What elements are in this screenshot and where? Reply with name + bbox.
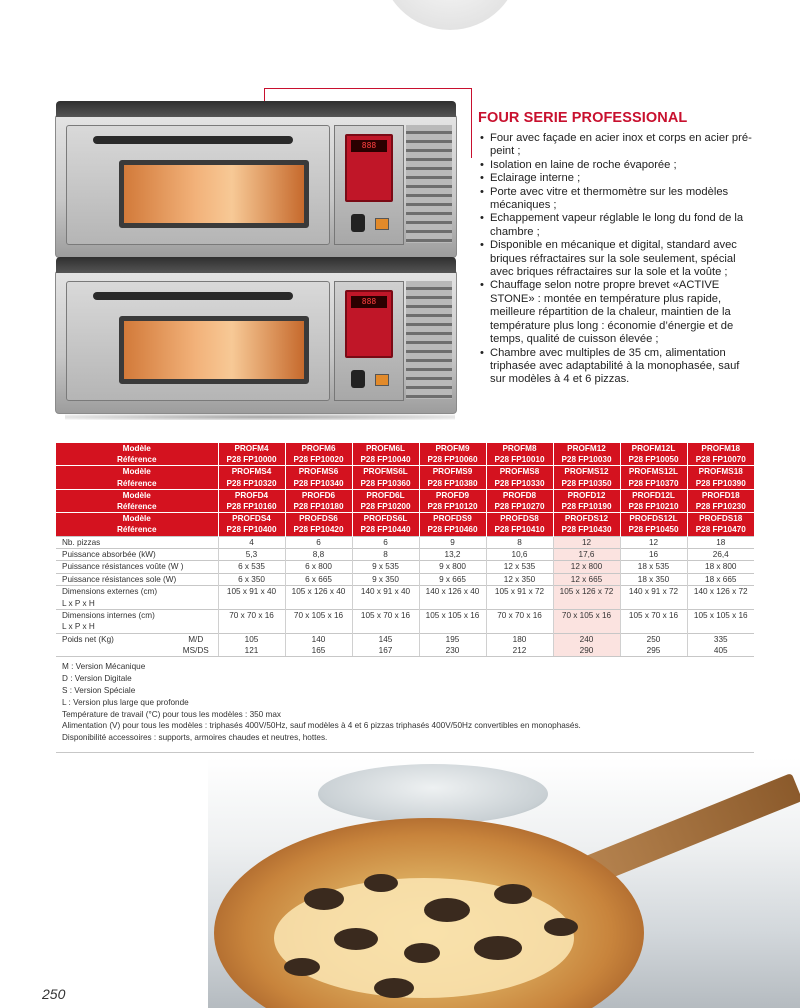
door-handle — [93, 136, 293, 144]
model-cell: P28 FP10030 — [553, 454, 620, 466]
upper-oven — [55, 114, 457, 258]
model-cell: P28 FP10060 — [419, 454, 486, 466]
spec-row — [56, 536, 754, 548]
row-label — [56, 645, 174, 656]
spec-cell — [553, 621, 620, 633]
spec-header-row — [56, 513, 754, 525]
spec-row — [56, 597, 754, 609]
spec-row — [56, 586, 754, 598]
note-line: Température de travail (°C) pour tous les modèles : 350 max — [62, 709, 281, 719]
row-label: Référence — [56, 478, 218, 490]
model-cell: PROFDS18 — [687, 513, 754, 525]
spec-cell: 4 — [218, 536, 285, 548]
model-cell: P28 FP10410 — [486, 524, 553, 536]
control-panel — [334, 125, 404, 245]
note-line: S : Version Spéciale — [62, 686, 136, 695]
model-cell: P28 FP10440 — [352, 524, 419, 536]
spec-cell: 12 x 800 — [553, 561, 620, 573]
power-switch — [351, 370, 365, 388]
oven-photo — [55, 100, 467, 410]
row-label: Modèle — [56, 489, 218, 501]
note-line: M : Version Mécanique — [62, 662, 146, 672]
spec-cell: 405 — [687, 645, 754, 656]
model-cell: P28 FP10330 — [486, 478, 553, 490]
spec-cell: 18 x 350 — [620, 573, 687, 585]
page-number: 250 — [0, 980, 70, 1008]
model-cell: PROFD9 — [419, 489, 486, 501]
model-cell: P28 FP10180 — [285, 501, 352, 513]
model-cell: PROFMS9 — [419, 466, 486, 478]
spec-row — [56, 561, 754, 573]
model-cell: P28 FP10430 — [553, 524, 620, 536]
model-cell: P28 FP10450 — [620, 524, 687, 536]
model-cell: PROFM4 — [218, 443, 285, 454]
spec-cell: 105 x 70 x 16 — [352, 609, 419, 621]
model-cell: PROFMS12L — [620, 466, 687, 478]
spec-cell — [553, 597, 620, 609]
model-cell: PROFM18 — [687, 443, 754, 454]
spec-cell: 26,4 — [687, 548, 754, 560]
row-label: Dimensions internes (cm) — [56, 609, 218, 621]
model-cell: P28 FP10470 — [687, 524, 754, 536]
product-description — [478, 110, 758, 387]
spec-cell: 17,6 — [553, 548, 620, 560]
model-cell: PROFM12 — [553, 443, 620, 454]
model-cell: P28 FP10200 — [352, 501, 419, 513]
model-cell: P28 FP10120 — [419, 501, 486, 513]
feature-item: • Chambre avec multiples de 35 cm, alimentation triphasée avec adaptabilité à la monophasée, sauf sur modèles à 4 et 6 pizzas. — [478, 347, 758, 387]
indicator-lamp — [375, 218, 389, 230]
model-cell: PROFM9 — [419, 443, 486, 454]
spec-cell: 70 x 70 x 16 — [218, 609, 285, 621]
spec-cell: 12 x 665 — [553, 573, 620, 585]
model-cell: PROFDS12 — [553, 513, 620, 525]
spec-cell: 6 x 535 — [218, 561, 285, 573]
spec-cell — [486, 621, 553, 633]
feature-item: • Disponible en mécanique et digital, standard avec briques réfractaires sur la sole seulement, spécial avec briques réfractaires sur la sole et la voûte ; — [478, 239, 758, 279]
spec-cell: 12 — [553, 536, 620, 548]
model-cell: P28 FP10460 — [419, 524, 486, 536]
note-line: L : Version plus large que profonde — [62, 697, 189, 707]
spec-cell: 9 — [419, 536, 486, 548]
model-cell: PROFDS12L — [620, 513, 687, 525]
model-cell: P28 FP10350 — [553, 478, 620, 490]
spec-cell — [352, 597, 419, 609]
feature-item: • Eclairage interne ; — [478, 172, 758, 185]
spec-cell: 9 x 350 — [352, 573, 419, 585]
spec-cell: 140 x 91 x 40 — [352, 586, 419, 598]
row-sublabel: MS/DS — [182, 646, 209, 656]
model-cell: PROFMS6L — [352, 466, 419, 478]
door-handle — [93, 292, 293, 300]
row-label: Modèle — [56, 466, 218, 478]
note-line: D : Version Digitale — [62, 674, 132, 684]
spec-cell — [285, 597, 352, 609]
model-cell: PROFDS4 — [218, 513, 285, 525]
model-cell: PROFD18 — [687, 489, 754, 501]
spec-cell: 8,8 — [285, 548, 352, 560]
spec-cell: 105 x 91 x 72 — [486, 586, 553, 598]
row-label: Modèle — [56, 443, 218, 454]
row-label: Puissance résistances voûte (W ) — [56, 561, 218, 573]
model-cell: PROFD4 — [218, 489, 285, 501]
spec-cell: 140 — [285, 633, 352, 645]
spec-cell — [419, 621, 486, 633]
spec-cell: 230 — [419, 645, 486, 656]
spec-cell: 105 x 105 x 16 — [419, 609, 486, 621]
model-cell: PROFD8 — [486, 489, 553, 501]
glass-bowl — [318, 764, 548, 824]
model-cell: PROFDS9 — [419, 513, 486, 525]
feature-item: • Echappement vapeur réglable le long du fond de la chambre ; — [478, 212, 758, 239]
model-cell: PROFDS6L — [352, 513, 419, 525]
spec-cell — [218, 597, 285, 609]
spec-row — [56, 645, 754, 656]
model-cell: P28 FP10380 — [419, 478, 486, 490]
spec-cell: 121 — [218, 645, 285, 656]
model-cell: PROFMS8 — [486, 466, 553, 478]
spec-cell: 18 x 800 — [687, 561, 754, 573]
row-label: Poids net (Kg) — [56, 633, 174, 645]
spec-cell: 145 — [352, 633, 419, 645]
model-cell: PROFMS18 — [687, 466, 754, 478]
model-cell: PROFM6 — [285, 443, 352, 454]
spec-cell: 140 x 91 x 72 — [620, 586, 687, 598]
row-label: Référence — [56, 524, 218, 536]
decorative-curve — [380, 0, 520, 30]
oven-door — [66, 281, 330, 401]
model-cell: P28 FP10010 — [486, 454, 553, 466]
spec-cell: 105 — [218, 633, 285, 645]
feature-item: • Porte avec vitre et thermomètre sur les modèles mécaniques ; — [478, 186, 758, 213]
row-label: L x P x H — [62, 598, 95, 608]
spec-cell — [620, 621, 687, 633]
feature-item: • Four avec façade en acier inox et corps en acier pré-peint ; — [478, 132, 758, 159]
spec-cell: 9 x 535 — [352, 561, 419, 573]
spec-cell: 212 — [486, 645, 553, 656]
digital-display: 888 — [345, 134, 393, 202]
row-label: Référence — [56, 454, 218, 466]
oven-window — [119, 160, 309, 228]
spec-cell: 240 — [553, 633, 620, 645]
model-cell: PROFD12L — [620, 489, 687, 501]
spec-cell: 9 x 665 — [419, 573, 486, 585]
model-cell: P28 FP10040 — [352, 454, 419, 466]
row-sublabel: M/D — [174, 633, 218, 645]
spec-cell: 6 — [285, 536, 352, 548]
model-cell: P28 FP10020 — [285, 454, 352, 466]
red-rule-vertical — [471, 88, 472, 158]
model-cell: P28 FP10230 — [687, 501, 754, 513]
spec-header-row — [56, 489, 754, 501]
spec-cell: 6 x 800 — [285, 561, 352, 573]
control-panel — [334, 281, 404, 401]
model-cell: PROFMS12 — [553, 466, 620, 478]
oven-door — [66, 125, 330, 245]
spec-header-row — [56, 466, 754, 478]
spec-cell: 140 x 126 x 72 — [687, 586, 754, 598]
spec-header-row — [56, 501, 754, 513]
model-cell: P28 FP10390 — [687, 478, 754, 490]
spec-cell — [486, 597, 553, 609]
row-label: Modèle — [56, 513, 218, 525]
spec-cell — [285, 621, 352, 633]
spec-cell: 105 x 70 x 16 — [620, 609, 687, 621]
spec-cell: 13,2 — [419, 548, 486, 560]
spec-cell: 12 — [620, 536, 687, 548]
model-cell: PROFMS6 — [285, 466, 352, 478]
spec-row — [56, 633, 754, 645]
spec-cell: 18 x 535 — [620, 561, 687, 573]
model-cell: PROFD12 — [553, 489, 620, 501]
spec-cell: 70 x 70 x 16 — [486, 609, 553, 621]
spec-cell: 12 x 350 — [486, 573, 553, 585]
spec-cell: 250 — [620, 633, 687, 645]
spec-cell — [687, 621, 754, 633]
row-label: Nb. pizzas — [56, 536, 218, 548]
spec-cell: 180 — [486, 633, 553, 645]
spec-cell: 105 x 91 x 40 — [218, 586, 285, 598]
model-cell: P28 FP10270 — [486, 501, 553, 513]
spec-cell: 295 — [620, 645, 687, 656]
spec-cell: 70 x 105 x 16 — [285, 609, 352, 621]
spec-cell: 105 x 126 x 72 — [553, 586, 620, 598]
spec-cell: 70 x 105 x 16 — [553, 609, 620, 621]
spec-cell: 5,3 — [218, 548, 285, 560]
spec-header-row — [56, 443, 754, 454]
spec-cell: 6 x 665 — [285, 573, 352, 585]
lower-oven — [55, 270, 457, 414]
spec-cell: 140 x 126 x 40 — [419, 586, 486, 598]
digital-display: 888 — [345, 290, 393, 358]
feature-list — [478, 132, 758, 387]
spec-cell: 8 — [352, 548, 419, 560]
notes — [56, 656, 754, 753]
model-cell: PROFD6 — [285, 489, 352, 501]
row-label: Référence — [56, 501, 218, 513]
spec-cell — [620, 597, 687, 609]
power-switch — [351, 214, 365, 232]
model-cell: PROFD6L — [352, 489, 419, 501]
model-cell: P28 FP10360 — [352, 478, 419, 490]
spec-cell: 335 — [687, 633, 754, 645]
spec-cell: 165 — [285, 645, 352, 656]
spec-cell: 18 x 665 — [687, 573, 754, 585]
model-cell: PROFM8 — [486, 443, 553, 454]
spec-header-row — [56, 524, 754, 536]
row-label: Dimensions externes (cm) — [56, 586, 218, 598]
model-cell: P28 FP10320 — [218, 478, 285, 490]
spec-row — [56, 548, 754, 560]
model-cell: PROFDS8 — [486, 513, 553, 525]
spec-cell: 195 — [419, 633, 486, 645]
spec-cell: 6 x 350 — [218, 573, 285, 585]
indicator-lamp — [375, 374, 389, 386]
vents — [406, 281, 452, 399]
spec-cell: 16 — [620, 548, 687, 560]
product-title: FOUR SERIE PROFESSIONAL — [478, 110, 688, 126]
spec-cell: 6 — [352, 536, 419, 548]
spec-cell: 290 — [553, 645, 620, 656]
oven-window — [119, 316, 309, 384]
spec-cell: 105 x 105 x 16 — [687, 609, 754, 621]
model-cell: PROFM12L — [620, 443, 687, 454]
spec-cell: 167 — [352, 645, 419, 656]
spec-cell: 8 — [486, 536, 553, 548]
model-cell: P28 FP10400 — [218, 524, 285, 536]
model-cell: P28 FP10340 — [285, 478, 352, 490]
model-cell: PROFMS4 — [218, 466, 285, 478]
spec-cell — [218, 621, 285, 633]
row-label: L x P x H — [62, 622, 95, 632]
spec-header-row — [56, 454, 754, 466]
spec-cell: 9 x 800 — [419, 561, 486, 573]
spec-row — [56, 621, 754, 633]
spec-cell: 12 x 535 — [486, 561, 553, 573]
row-label: Puissance résistances sole (W) — [56, 573, 218, 585]
model-cell: P28 FP10370 — [620, 478, 687, 490]
model-cell: P28 FP10000 — [218, 454, 285, 466]
spec-cell: 10,6 — [486, 548, 553, 560]
model-cell: P28 FP10420 — [285, 524, 352, 536]
spec-row — [56, 573, 754, 585]
spec-cell — [352, 621, 419, 633]
red-rule-horizontal — [264, 88, 472, 89]
model-cell: P28 FP10190 — [553, 501, 620, 513]
model-cell: P28 FP10070 — [687, 454, 754, 466]
model-cell: PROFDS6 — [285, 513, 352, 525]
vents — [406, 125, 452, 243]
model-cell: P28 FP10050 — [620, 454, 687, 466]
spec-table-section — [56, 443, 754, 753]
feature-item: • Isolation en laine de roche évaporée ; — [478, 159, 758, 172]
feature-item: • Chauffage selon notre propre brevet «ACTIVE STONE» : montée en température plus rapide, meilleure répartition de la chaleur, maintien de la température plus long : économie d’énergie et de temps, qualité de cuisson élevée ; — [478, 279, 758, 346]
spec-table — [56, 443, 754, 656]
model-cell: P28 FP10210 — [620, 501, 687, 513]
row-label: Puissance absorbée (kW) — [56, 548, 218, 560]
spec-cell: 18 — [687, 536, 754, 548]
note-line: Alimentation (V) pour tous les modèles : triphasés 400V/50Hz, sauf modèles à 4 et 6 pizzas triphasés 400V/50Hz convertibles en monophasés. — [62, 721, 581, 731]
model-cell: PROFM6L — [352, 443, 419, 454]
spec-header-row — [56, 478, 754, 490]
spec-cell — [687, 597, 754, 609]
spec-cell — [419, 597, 486, 609]
pizza-photo — [208, 758, 800, 1008]
spec-row — [56, 609, 754, 621]
spec-cell: 105 x 126 x 40 — [285, 586, 352, 598]
model-cell: P28 FP10160 — [218, 501, 285, 513]
note-line: Disponibilité accessoires : supports, armoires chaudes et neutres, hottes. — [62, 733, 328, 743]
